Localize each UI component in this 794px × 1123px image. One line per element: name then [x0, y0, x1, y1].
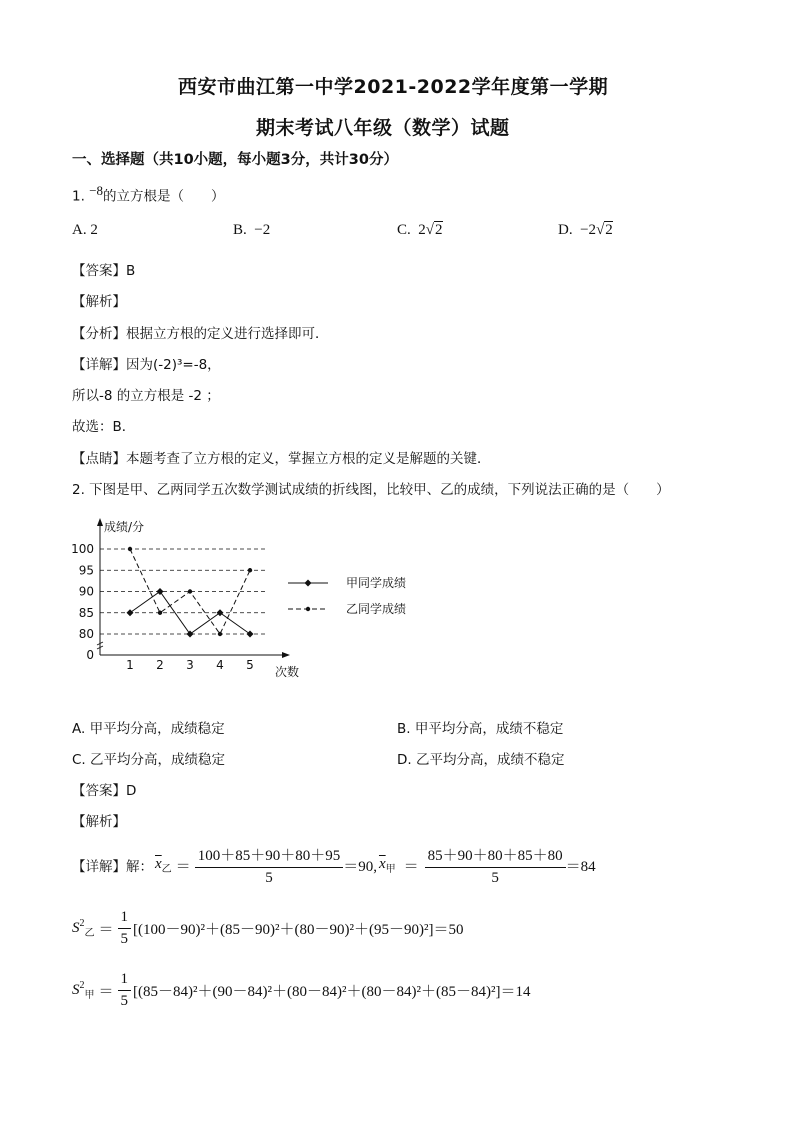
page-title: 西安市曲江第一中学2021-2022学年度第一学期 [178, 76, 609, 98]
mean-jia-denominator: 5 [491, 869, 499, 886]
q1-neg8: −8 [89, 183, 104, 198]
data-point-jia [247, 631, 254, 638]
x-tick-label: 1 [126, 658, 134, 672]
y-axis-arrow-icon [97, 518, 103, 526]
q2-line-chart [60, 510, 440, 690]
section-heading: 一、选择题（共10小题，每小题3分，共计30分） [72, 152, 398, 168]
x-tick-label: 2 [156, 658, 164, 672]
legend-label: 乙同学成绩 [346, 602, 407, 616]
x-tick-label: 5 [246, 658, 254, 672]
equals: ＝ [98, 921, 114, 938]
q2-variance-yi [72, 906, 463, 950]
mean-yi-denominator: 5 [265, 869, 273, 886]
q2-option-d[interactable]: D. 乙平均分高，成绩不稳定 [397, 752, 565, 768]
mean-jia-fraction [425, 844, 566, 887]
x-axis-arrow-icon [282, 652, 290, 658]
q1-analysis: 【解析】 [72, 294, 126, 310]
q1-comment: 【点睛】本题考查了立方根的定义，掌握立方根的定义是解题的关键． [72, 451, 491, 467]
q1-option-c[interactable] [397, 222, 443, 239]
q1-option-c-coef: 2 [418, 222, 426, 238]
q1-option-c-label: C. [397, 222, 411, 238]
q2-detail-label: 【详解】解： [72, 859, 153, 875]
q1-option-b[interactable] [233, 222, 270, 239]
data-point-yi [128, 547, 132, 551]
q1-option-b-value: −2 [254, 222, 271, 238]
mean-jia-result: ＝84 [565, 858, 596, 875]
q1-stem [72, 183, 225, 205]
q1-number: 1. [72, 188, 85, 205]
equals: ＝ [403, 858, 419, 875]
q1-answer: 【答案】B [72, 263, 136, 279]
mean-yi-symbol: $\overline{x}_乙$ [155, 855, 172, 875]
q1-therefore: 所以-8 的立方根是 -2 ； [72, 388, 220, 404]
page-subtitle: 期末考试八年级（数学）试题 [256, 117, 510, 139]
q1-option-d-label: D. [558, 222, 573, 238]
q1-detail: 【详解】因为(-2)³=-8， [72, 357, 221, 373]
q1-option-c-radicand: 2 [435, 222, 443, 238]
legend-marker-yi [306, 607, 310, 611]
mean-jia-symbol: $\overline{x}_甲$ [378, 855, 396, 875]
variance-jia-symbol: $S^2_甲$ [72, 979, 95, 1001]
q1-option-a[interactable]: A. 2 [72, 222, 98, 238]
y-tick-label: 100 [71, 542, 94, 556]
y-tick-label: 95 [78, 563, 94, 578]
variance-jia-body: [(85－84)²＋(90－84)²＋(80－84)²＋(80－84)²＋(85－84)²]＝14 [133, 983, 531, 1000]
q2-analysis: 【解析】 [72, 814, 126, 830]
mean-yi-result: ＝90, [343, 858, 377, 875]
data-point-yi [158, 611, 162, 615]
q1-option-d[interactable] [558, 222, 613, 239]
q1-option-d-coef: −2 [580, 222, 597, 238]
y-tick-label: 85 [78, 605, 94, 620]
q2-option-b[interactable]: B. 甲平均分高，成绩不稳定 [397, 721, 564, 737]
variance-yi-symbol: $S^2_乙$ [72, 917, 95, 939]
data-point-yi [248, 568, 252, 572]
q2-option-a[interactable]: A. 甲平均分高，成绩稳定 [72, 721, 225, 737]
q1-option-b-label: B. [233, 222, 247, 238]
q2-option-c[interactable]: C. 乙平均分高，成绩稳定 [72, 752, 226, 768]
y-axis-label: 成绩/分 [104, 520, 145, 534]
mean-yi-numerator: 100＋85＋90＋80＋95 [195, 844, 344, 868]
q1-stem-text: 的立方根是（ ） [103, 188, 225, 205]
q1-option-d-radicand: 2 [605, 222, 613, 238]
q2-answer: 【答案】D [72, 783, 137, 799]
variance-yi-body: [(100－90)²＋(85－90)²＋(80－90)²＋(95－90)²]＝50 [133, 921, 464, 938]
mean-yi-fraction [195, 844, 344, 887]
x-tick-label: 3 [186, 658, 194, 672]
y-tick-label: 90 [78, 584, 94, 599]
y-tick-label: 80 [78, 627, 94, 641]
x-tick-label: 4 [216, 658, 224, 672]
data-point-jia [157, 588, 164, 595]
legend-label: 甲同学成绩 [346, 576, 407, 590]
q2-variance-jia [72, 968, 530, 1012]
mean-jia-numerator: 85＋90＋80＋85＋80 [425, 844, 566, 868]
one-fifth-fraction: $\frac{1}{5}$ [118, 909, 132, 948]
x-axis-label: 次数 [274, 665, 300, 679]
q1-choose: 故选：B． [72, 419, 136, 435]
data-point-jia [127, 609, 134, 616]
series-line-jia [130, 592, 250, 635]
q2-mean-formula [72, 843, 596, 887]
sqrt-sign: √ [425, 222, 434, 238]
one-fifth-fraction: $\frac{1}{5}$ [118, 971, 132, 1010]
equals: ＝ [175, 858, 191, 875]
equals: ＝ [98, 983, 114, 1000]
sqrt-sign: √ [596, 222, 605, 238]
data-point-yi [218, 632, 222, 636]
legend-marker-jia [305, 580, 312, 587]
data-point-jia [187, 631, 194, 638]
y-tick-label: 0 [86, 648, 94, 662]
data-point-yi [188, 589, 192, 593]
data-point-jia [217, 609, 224, 616]
q2-stem: 2. 下图是甲、乙两同学五次数学测试成绩的折线图，比较甲、乙的成绩，下列说法正确的是（ ） [72, 482, 670, 498]
q1-fenxi: 【分析】根据立方根的定义进行选择即可． [72, 326, 329, 342]
